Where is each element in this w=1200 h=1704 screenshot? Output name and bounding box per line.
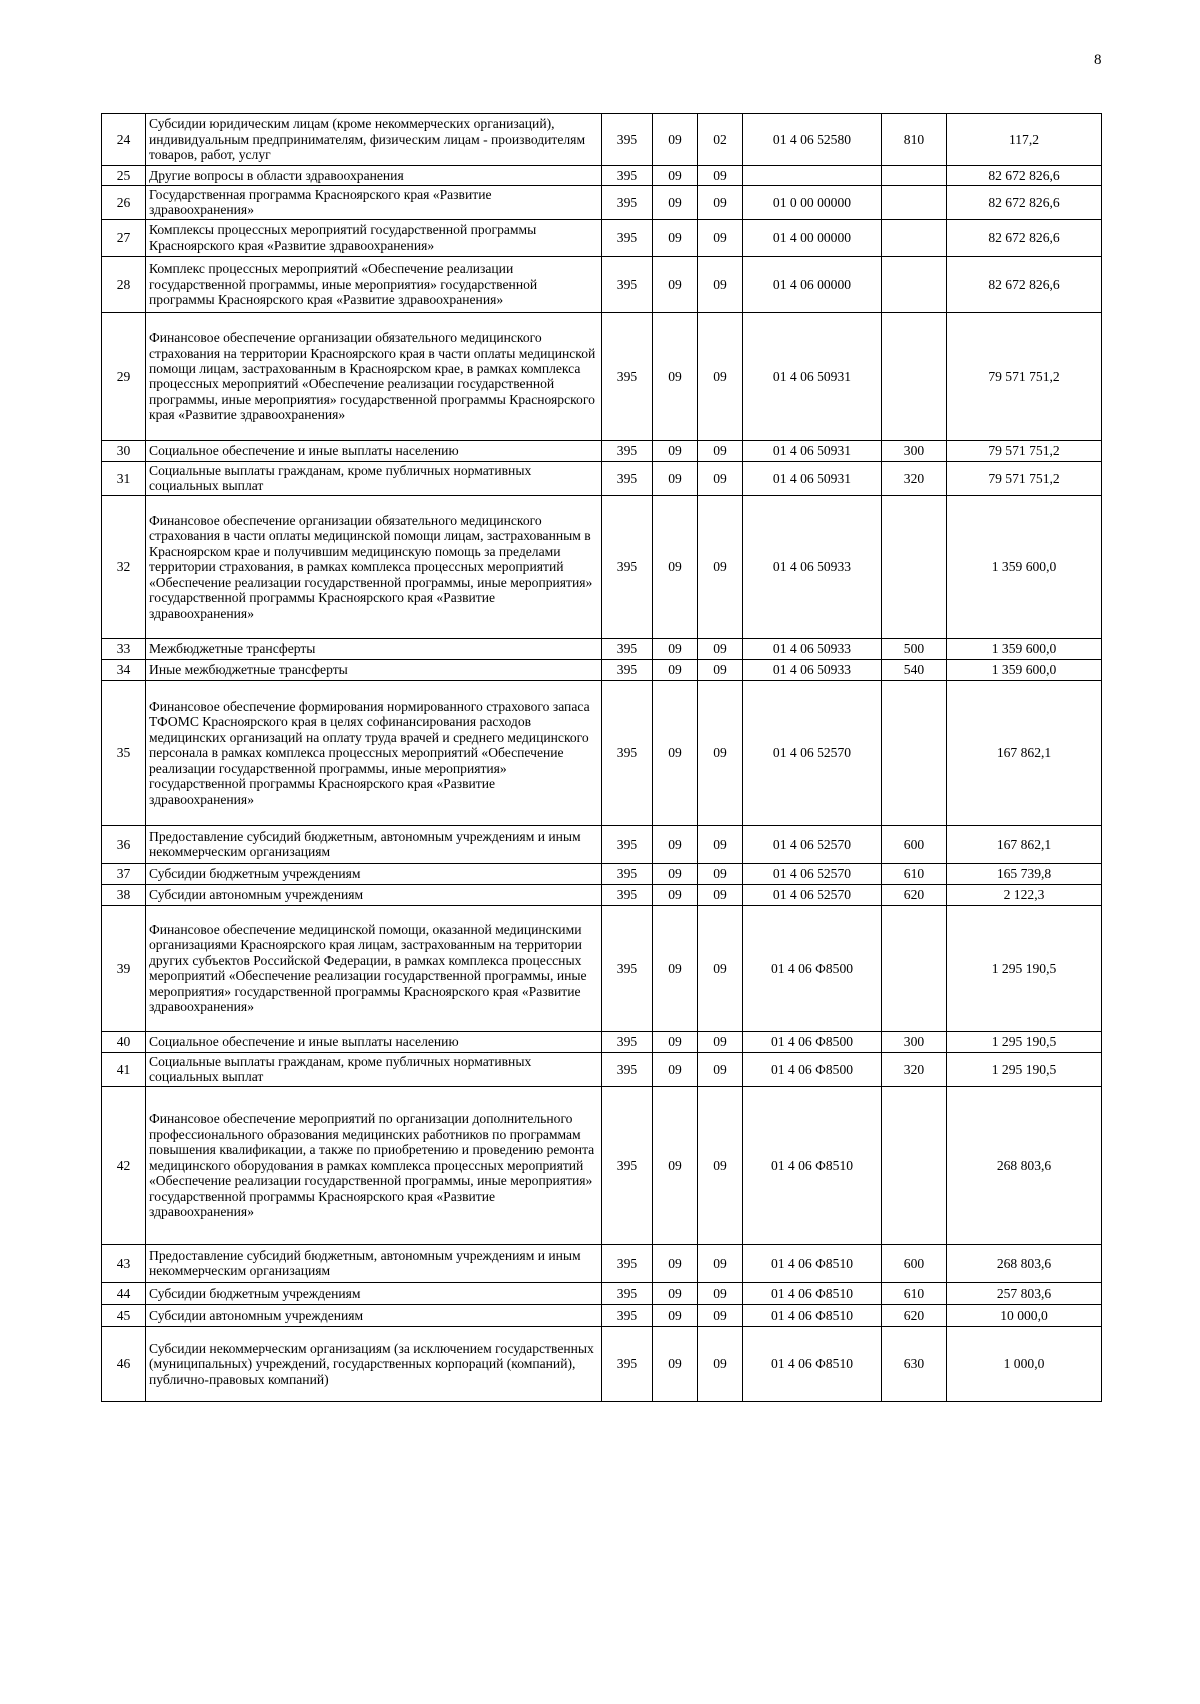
table-row <box>102 1086 1102 1244</box>
row-expense-type: 300 <box>882 1031 947 1052</box>
row-target-article: 01 4 06 52580 <box>743 114 882 166</box>
row-name: Другие вопросы в области здравоохранения <box>146 166 602 186</box>
row-expense-type <box>882 186 947 220</box>
row-target-article: 01 4 06 Ф8500 <box>743 905 882 1031</box>
row-expense-type <box>882 680 947 825</box>
row-section: 09 <box>653 638 698 659</box>
row-expense-type <box>882 256 947 312</box>
row-section: 09 <box>653 1031 698 1052</box>
row-number: 39 <box>102 905 146 1031</box>
row-target-article: 01 4 00 00000 <box>743 219 882 256</box>
row-section: 09 <box>653 863 698 884</box>
table-row <box>102 863 1102 884</box>
row-name: Субсидии автономным учреждениям <box>146 884 602 905</box>
row-expense-type: 320 <box>882 1052 947 1086</box>
row-expense-type <box>882 312 947 440</box>
row-number: 33 <box>102 638 146 659</box>
row-amount: 268 803,6 <box>947 1086 1102 1244</box>
row-subsection: 09 <box>698 863 743 884</box>
row-name: Субсидии бюджетным учреждениям <box>146 1282 602 1304</box>
row-number: 41 <box>102 1052 146 1086</box>
table-row <box>102 495 1102 638</box>
row-name: Социальные выплаты гражданам, кроме публичных нормативных социальных выплат <box>146 1052 602 1086</box>
row-number: 38 <box>102 884 146 905</box>
row-grbs: 395 <box>602 312 653 440</box>
row-grbs: 395 <box>602 1052 653 1086</box>
row-expense-type <box>882 905 947 1031</box>
row-name: Предоставление субсидий бюджетным, автономным учреждениям и иным некоммерческим организациям <box>146 1244 602 1282</box>
row-target-article: 01 4 06 52570 <box>743 680 882 825</box>
row-amount: 1 359 600,0 <box>947 638 1102 659</box>
row-subsection: 09 <box>698 1304 743 1326</box>
row-name: Субсидии автономным учреждениям <box>146 1304 602 1326</box>
row-name: Комплексы процессных мероприятий государственной программы Красноярского края «Развитие здравоохранения» <box>146 219 602 256</box>
row-subsection: 09 <box>698 312 743 440</box>
row-expense-type: 620 <box>882 1304 947 1326</box>
row-grbs: 395 <box>602 1244 653 1282</box>
row-expense-type <box>882 219 947 256</box>
row-amount: 82 672 826,6 <box>947 166 1102 186</box>
table-row <box>102 1304 1102 1326</box>
row-section: 09 <box>653 905 698 1031</box>
row-grbs: 395 <box>602 166 653 186</box>
table-row <box>102 461 1102 495</box>
row-subsection: 09 <box>698 638 743 659</box>
row-section: 09 <box>653 440 698 461</box>
row-section: 09 <box>653 312 698 440</box>
row-expense-type: 600 <box>882 1244 947 1282</box>
row-grbs: 395 <box>602 1326 653 1401</box>
row-name: Финансовое обеспечение формирования нормированного страхового запаса ТФОМС Красноярского края в целях софинансирования расходов медицинских организаций на оплату труда врачей и среднего медицинского персонала в рамках комплекса процессных мероприятий «Обеспечение реализации государственной программы, иные мероприятия» государственной программы Красноярского края «Развитие здравоохранения» <box>146 680 602 825</box>
row-target-article: 01 4 06 50931 <box>743 312 882 440</box>
row-section: 09 <box>653 659 698 680</box>
row-number: 27 <box>102 219 146 256</box>
row-subsection: 09 <box>698 1282 743 1304</box>
row-number: 28 <box>102 256 146 312</box>
table-row <box>102 638 1102 659</box>
row-target-article: 01 4 06 50933 <box>743 638 882 659</box>
row-expense-type: 610 <box>882 1282 947 1304</box>
row-target-article: 01 4 06 Ф8500 <box>743 1052 882 1086</box>
row-grbs: 395 <box>602 1304 653 1326</box>
row-amount: 167 862,1 <box>947 680 1102 825</box>
row-number: 30 <box>102 440 146 461</box>
table-body <box>102 114 1102 1402</box>
row-number: 36 <box>102 825 146 863</box>
row-expense-type: 320 <box>882 461 947 495</box>
row-amount: 82 672 826,6 <box>947 256 1102 312</box>
row-amount: 1 000,0 <box>947 1326 1102 1401</box>
row-amount: 82 672 826,6 <box>947 186 1102 220</box>
row-section: 09 <box>653 884 698 905</box>
row-name: Межбюджетные трансферты <box>146 638 602 659</box>
row-number: 45 <box>102 1304 146 1326</box>
table-row <box>102 905 1102 1031</box>
row-target-article: 01 4 06 50933 <box>743 659 882 680</box>
row-expense-type: 620 <box>882 884 947 905</box>
row-number: 25 <box>102 166 146 186</box>
row-amount: 1 359 600,0 <box>947 659 1102 680</box>
row-number: 31 <box>102 461 146 495</box>
row-grbs: 395 <box>602 440 653 461</box>
row-target-article: 01 4 06 50931 <box>743 461 882 495</box>
row-grbs: 395 <box>602 659 653 680</box>
row-number: 24 <box>102 114 146 166</box>
row-subsection: 09 <box>698 186 743 220</box>
row-section: 09 <box>653 1244 698 1282</box>
row-section: 09 <box>653 1304 698 1326</box>
row-amount: 117,2 <box>947 114 1102 166</box>
row-grbs: 395 <box>602 114 653 166</box>
row-section: 09 <box>653 495 698 638</box>
row-target-article: 01 4 06 Ф8510 <box>743 1086 882 1244</box>
row-name: Финансовое обеспечение организации обязательного медицинского страхования в части оплаты медицинской помощи лицам, застрахованным в Красноярском крае и получившим медицинскую помощь за пределами территории страхования, в рамках комплекса процессных мероприятий «Обеспечение реализации государственной программы, иные мероприятия» государственной программы Красноярского края «Развитие здравоохранения» <box>146 495 602 638</box>
row-grbs: 395 <box>602 495 653 638</box>
row-section: 09 <box>653 166 698 186</box>
row-number: 32 <box>102 495 146 638</box>
row-target-article: 01 4 06 52570 <box>743 825 882 863</box>
row-section: 09 <box>653 256 698 312</box>
row-subsection: 09 <box>698 1244 743 1282</box>
row-target-article: 01 4 06 Ф8500 <box>743 1031 882 1052</box>
row-amount: 10 000,0 <box>947 1304 1102 1326</box>
row-subsection: 09 <box>698 166 743 186</box>
row-section: 09 <box>653 680 698 825</box>
table-row <box>102 884 1102 905</box>
table-row <box>102 825 1102 863</box>
table-row <box>102 1244 1102 1282</box>
row-amount: 1 295 190,5 <box>947 905 1102 1031</box>
row-expense-type: 610 <box>882 863 947 884</box>
row-target-article: 01 4 06 50933 <box>743 495 882 638</box>
row-name: Социальное обеспечение и иные выплаты населению <box>146 1031 602 1052</box>
row-target-article: 01 4 06 52570 <box>743 863 882 884</box>
row-expense-type: 630 <box>882 1326 947 1401</box>
row-amount: 1 359 600,0 <box>947 495 1102 638</box>
row-amount: 167 862,1 <box>947 825 1102 863</box>
row-grbs: 395 <box>602 1086 653 1244</box>
row-subsection: 09 <box>698 1086 743 1244</box>
row-amount: 82 672 826,6 <box>947 219 1102 256</box>
row-grbs: 395 <box>602 905 653 1031</box>
table-row <box>102 1031 1102 1052</box>
row-subsection: 09 <box>698 825 743 863</box>
row-subsection: 09 <box>698 495 743 638</box>
row-number: 35 <box>102 680 146 825</box>
row-number: 29 <box>102 312 146 440</box>
row-grbs: 395 <box>602 461 653 495</box>
table-row <box>102 186 1102 220</box>
row-expense-type: 300 <box>882 440 947 461</box>
row-target-article: 01 4 06 Ф8510 <box>743 1326 882 1401</box>
row-name: Государственная программа Красноярского края «Развитие здравоохранения» <box>146 186 602 220</box>
table-row <box>102 166 1102 186</box>
row-target-article: 01 4 06 00000 <box>743 256 882 312</box>
row-amount: 79 571 751,2 <box>947 440 1102 461</box>
row-target-article: 01 0 00 00000 <box>743 186 882 220</box>
row-expense-type <box>882 495 947 638</box>
row-amount: 268 803,6 <box>947 1244 1102 1282</box>
row-name: Финансовое обеспечение мероприятий по организации дополнительного профессионального образования медицинских работников по программам повышения квалификации, а также по приобретению и проведению ремонта медицинского оборудования в рамках комплекса процессных мероприятий «Обеспечение реализации государственной программы, иные мероприятия» государственной программы Красноярского края «Развитие здравоохранения» <box>146 1086 602 1244</box>
page-number: 8 <box>1094 52 1102 68</box>
table-row <box>102 1052 1102 1086</box>
row-grbs: 395 <box>602 219 653 256</box>
row-name: Социальное обеспечение и иные выплаты населению <box>146 440 602 461</box>
table-row <box>102 312 1102 440</box>
row-expense-type: 810 <box>882 114 947 166</box>
budget-table <box>101 113 1102 1402</box>
table-row <box>102 680 1102 825</box>
row-amount: 1 295 190,5 <box>947 1031 1102 1052</box>
table-row <box>102 219 1102 256</box>
row-expense-type: 600 <box>882 825 947 863</box>
row-section: 09 <box>653 825 698 863</box>
table-row <box>102 440 1102 461</box>
row-target-article: 01 4 06 Ф8510 <box>743 1282 882 1304</box>
row-expense-type <box>882 1086 947 1244</box>
row-grbs: 395 <box>602 680 653 825</box>
row-amount: 1 295 190,5 <box>947 1052 1102 1086</box>
row-name: Предоставление субсидий бюджетным, автономным учреждениям и иным некоммерческим организациям <box>146 825 602 863</box>
row-subsection: 09 <box>698 1031 743 1052</box>
row-amount: 257 803,6 <box>947 1282 1102 1304</box>
row-number: 46 <box>102 1326 146 1401</box>
row-amount: 2 122,3 <box>947 884 1102 905</box>
row-amount: 165 739,8 <box>947 863 1102 884</box>
row-subsection: 09 <box>698 680 743 825</box>
row-name: Субсидии бюджетным учреждениям <box>146 863 602 884</box>
row-section: 09 <box>653 114 698 166</box>
row-number: 34 <box>102 659 146 680</box>
row-amount: 79 571 751,2 <box>947 461 1102 495</box>
row-grbs: 395 <box>602 1282 653 1304</box>
row-name: Иные межбюджетные трансферты <box>146 659 602 680</box>
row-grbs: 395 <box>602 186 653 220</box>
row-name: Социальные выплаты гражданам, кроме публичных нормативных социальных выплат <box>146 461 602 495</box>
row-expense-type: 500 <box>882 638 947 659</box>
row-section: 09 <box>653 219 698 256</box>
table-row <box>102 659 1102 680</box>
row-number: 44 <box>102 1282 146 1304</box>
row-subsection: 09 <box>698 440 743 461</box>
table-row <box>102 1326 1102 1401</box>
row-subsection: 09 <box>698 1326 743 1401</box>
row-name: Субсидии некоммерческим организациям (за исключением государственных (муниципальных) учреждений, государственных корпораций (компаний), публично-правовых компаний) <box>146 1326 602 1401</box>
row-grbs: 395 <box>602 638 653 659</box>
table-row <box>102 114 1102 166</box>
row-expense-type: 540 <box>882 659 947 680</box>
row-subsection: 02 <box>698 114 743 166</box>
row-number: 42 <box>102 1086 146 1244</box>
row-subsection: 09 <box>698 256 743 312</box>
row-number: 37 <box>102 863 146 884</box>
row-section: 09 <box>653 1282 698 1304</box>
row-section: 09 <box>653 1326 698 1401</box>
row-subsection: 09 <box>698 905 743 1031</box>
row-name: Финансовое обеспечение медицинской помощи, оказанной медицинскими организациями Красноярского края лицам, застрахованным на территории других субъектов Российской Федерации, в рамках комплекса процессных мероприятий «Обеспечение реализации государственной программы, иные мероприятия» государственной программы Красноярского края «Развитие здравоохранения» <box>146 905 602 1031</box>
row-section: 09 <box>653 461 698 495</box>
row-number: 40 <box>102 1031 146 1052</box>
row-grbs: 395 <box>602 863 653 884</box>
row-target-article <box>743 166 882 186</box>
row-section: 09 <box>653 186 698 220</box>
row-target-article: 01 4 06 Ф8510 <box>743 1304 882 1326</box>
row-subsection: 09 <box>698 461 743 495</box>
row-section: 09 <box>653 1086 698 1244</box>
row-expense-type <box>882 166 947 186</box>
table-row <box>102 1282 1102 1304</box>
row-target-article: 01 4 06 Ф8510 <box>743 1244 882 1282</box>
row-name: Комплекс процессных мероприятий «Обеспечение реализации государственной программы, иные мероприятия» государственной программы Красноярского края «Развитие здравоохранения» <box>146 256 602 312</box>
row-subsection: 09 <box>698 1052 743 1086</box>
row-grbs: 395 <box>602 825 653 863</box>
table-row <box>102 256 1102 312</box>
row-name: Субсидии юридическим лицам (кроме некоммерческих организаций), индивидуальным предпринимателям, физическим лицам - производителям товаров, работ, услуг <box>146 114 602 166</box>
row-section: 09 <box>653 1052 698 1086</box>
row-target-article: 01 4 06 50931 <box>743 440 882 461</box>
row-grbs: 395 <box>602 256 653 312</box>
row-number: 43 <box>102 1244 146 1282</box>
row-number: 26 <box>102 186 146 220</box>
row-name: Финансовое обеспечение организации обязательного медицинского страхования на территории Красноярского края в части оплаты медицинской помощи лицам, застрахованным в Красноярском крае, в рамках комплекса процессных мероприятий «Обеспечение реализации государственной программы, иные мероприятия» государственной программы Красноярского края «Развитие здравоохранения» <box>146 312 602 440</box>
row-grbs: 395 <box>602 884 653 905</box>
row-subsection: 09 <box>698 659 743 680</box>
row-subsection: 09 <box>698 884 743 905</box>
row-amount: 79 571 751,2 <box>947 312 1102 440</box>
row-target-article: 01 4 06 52570 <box>743 884 882 905</box>
row-subsection: 09 <box>698 219 743 256</box>
row-grbs: 395 <box>602 1031 653 1052</box>
